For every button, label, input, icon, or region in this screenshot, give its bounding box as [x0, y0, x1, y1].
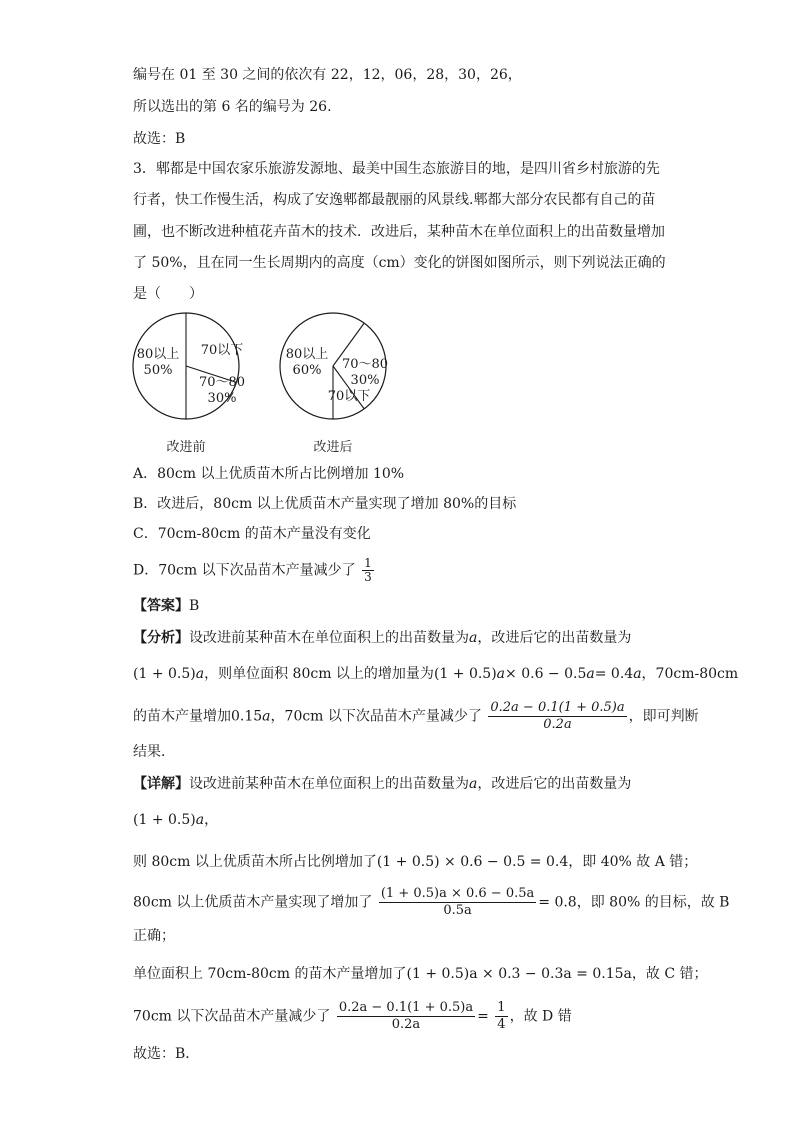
answer-value: B	[189, 598, 200, 614]
detail-line	[133, 886, 729, 919]
fraction-num: (1 + 0.5)a × 0.6 − 0.5a	[380, 886, 535, 901]
detail-text: 设改进前某种苗木在单位面积上的出苗数量为	[189, 776, 469, 792]
text-line: 故选：B	[133, 131, 186, 147]
answer-tag: 【答案】	[133, 598, 189, 614]
pie-slice-label: 70～80	[341, 357, 389, 372]
detail-line: 故选：B．	[133, 1046, 200, 1062]
fraction-num: 1	[497, 1000, 506, 1015]
detail-line	[133, 852, 697, 872]
detail-text: 则 80cm 以上优质苗木所占比例增加了	[133, 854, 377, 870]
math: = 0.4	[594, 666, 634, 682]
pie-caption: 改进前	[166, 440, 206, 455]
math-var: a	[469, 776, 478, 792]
fraction	[488, 700, 626, 733]
detail-text: ，故 C 错；	[631, 966, 708, 982]
math-var: a	[586, 666, 595, 682]
pie-slice-percent: 60%	[292, 363, 322, 378]
analysis-text: ，即可判断	[628, 708, 699, 725]
question-line: 行者，快工作慢生活，构成了安逸郫都最靓丽的风景线.郫都大部分农民都有自己的苗	[133, 192, 656, 208]
pie-caption: 改进后	[313, 440, 353, 455]
fraction	[337, 1000, 475, 1033]
fraction-den: 3	[364, 570, 372, 584]
math: (1 + 0.5)a × 0.3 − 0.3a = 0.15a	[406, 966, 632, 982]
pie-slice-percent: 30%	[207, 391, 237, 406]
analysis-text: ，70cm 以下次品苗木产量减少了	[270, 708, 482, 725]
pie-slice-label: 70以下	[327, 389, 371, 404]
analysis-line: 结果．	[133, 744, 175, 760]
analysis-text: 设改进前某种苗木在单位面积上的出苗数量为	[189, 630, 469, 646]
question-line: 圃，也不断改进种植花卉苗木的技术．改进后，某种苗木在单位面积上的出苗数量增加	[133, 224, 665, 240]
fraction	[495, 1000, 507, 1033]
pie-slice-label: 70～80	[198, 375, 246, 390]
text-line: 所以选出的第 6 名的编号为 26.	[133, 99, 332, 115]
fraction-den: 4	[497, 1017, 506, 1032]
pie-slice-percent: 50%	[143, 363, 173, 378]
math-var: a	[633, 666, 642, 682]
detail-text: = 0.8，即 80% 的目标，故 B	[538, 894, 730, 911]
math-var: a	[496, 666, 506, 682]
fraction-num: 1	[364, 556, 372, 570]
analysis-text: 的苗木产量增加	[133, 708, 231, 725]
option-c: C．70cm-80cm 的苗木产量没有变化	[133, 526, 371, 542]
analysis-tag: 【分析】	[133, 630, 189, 646]
detail-text: 单位面积上 70cm-80cm 的苗木产量增加了	[133, 966, 407, 982]
answer-line	[133, 596, 199, 616]
pie-slice-label: 80以上	[285, 347, 329, 362]
analysis-text: ，70cm-80cm	[641, 666, 739, 682]
option-a: A．80cm 以上优质苗木所占比例增加 10%	[133, 466, 405, 482]
detail-text: 70cm 以下次品苗木产量减少了	[133, 1008, 331, 1025]
fraction-den: 0.5a	[443, 903, 472, 918]
fraction-den: 0.2a	[391, 1017, 421, 1032]
fraction-num: 0.2a − 0.1(1 + 0.5)a	[338, 1000, 474, 1015]
math: (1 + 0.5)	[433, 666, 497, 682]
detail-text: 80cm 以上优质苗木产量实现了增加了	[133, 894, 373, 911]
pie-slice-label: 70以下	[200, 343, 244, 358]
option-d-text: D．70cm 以下次品苗木产量减少了	[133, 562, 356, 579]
option-d	[133, 557, 376, 584]
math: (1 + 0.5) × 0.6 − 0.5 = 0.4	[376, 854, 569, 870]
math: 0.15	[231, 708, 263, 725]
math: (1 + 0.5)	[133, 666, 196, 682]
analysis-text: ，则单位面积 80cm 以上的增加量为	[204, 666, 434, 682]
detail-line: 正确；	[133, 928, 175, 944]
fraction-den: 0.2a	[543, 717, 572, 732]
fraction	[362, 557, 374, 584]
pie-slice-label: 80以上	[136, 347, 180, 362]
detail-text: ，即 40% 故 A 错；	[568, 854, 698, 870]
analysis-line	[133, 628, 631, 648]
math-var: a	[262, 708, 271, 725]
pie-slice-percent: 30%	[350, 373, 380, 388]
option-b: B．改进后，80cm 以上优质苗木产量实现了增加 80%的目标	[133, 496, 517, 512]
math: (1 + 0.5)	[133, 812, 196, 828]
math: × 0.6 − 0.5	[505, 666, 587, 682]
detail-line	[133, 774, 631, 794]
detail-tag: 【详解】	[133, 776, 189, 792]
fraction	[379, 886, 536, 919]
analysis-line	[133, 664, 738, 684]
question-line: 是（ ）	[133, 286, 203, 302]
pie-charts	[130, 310, 420, 460]
math-var: a	[195, 666, 205, 682]
text-line: 编号在 01 至 30 之间的依次有 22，12，06，28，30，26，	[133, 67, 522, 83]
math: =	[477, 1008, 489, 1025]
analysis-line	[133, 700, 699, 733]
detail-line	[133, 1000, 572, 1033]
fraction-num: 0.2a − 0.1(1 + 0.5)a	[490, 700, 625, 715]
analysis-text: ，改进后它的出苗数量为	[477, 630, 632, 646]
question-line: 了 50%，且在同一生长周期内的高度（cm）变化的饼图如图所示，则下列说法正确的	[133, 255, 666, 271]
math-var: a	[469, 630, 478, 646]
detail-text: ，	[204, 812, 219, 828]
question-line: 3．郫都是中国农家乐旅游发源地、最美中国生态旅游目的地，是四川省乡村旅游的先	[133, 161, 660, 177]
math-var: a	[195, 812, 205, 828]
detail-line	[133, 810, 218, 830]
detail-line	[133, 964, 708, 984]
detail-text: ，故 D 错	[509, 1008, 572, 1025]
detail-text: ，改进后它的出苗数量为	[477, 776, 632, 792]
